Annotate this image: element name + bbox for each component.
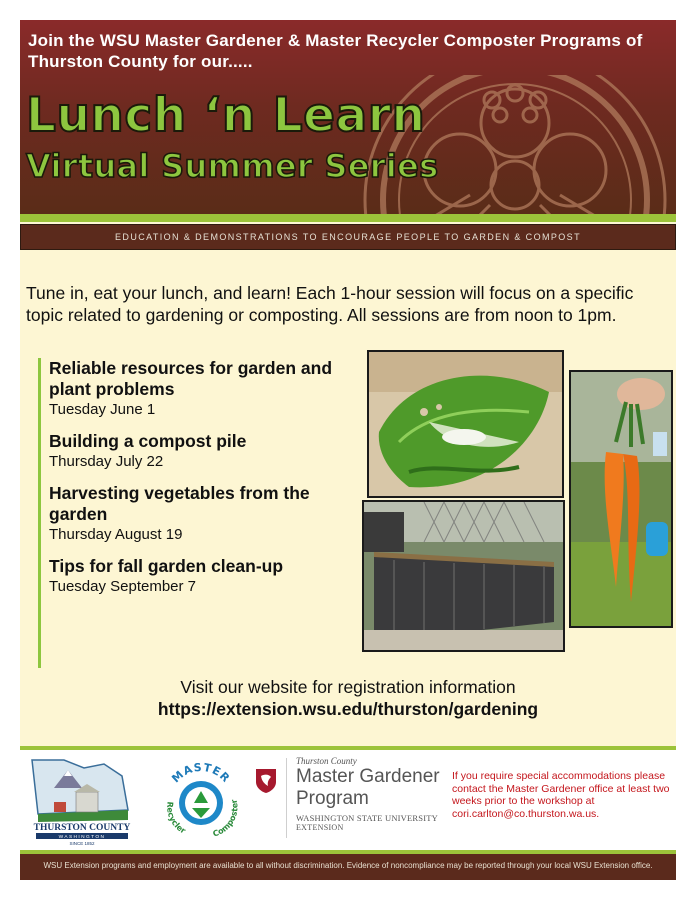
wsu-cougar-shield-icon — [255, 768, 277, 794]
header-intro-text: Join the WSU Master Gardener & Master Recycler Composter Programs of Thurston County for our..... — [28, 31, 643, 71]
website-section — [20, 676, 676, 720]
session-item — [49, 431, 358, 471]
event-title: Lunch ‘n Learn — [26, 88, 426, 143]
recycler-top-text: MASTER — [169, 760, 233, 786]
intro-paragraph: Tune in, eat your lunch, and learn! Each 1-hour session will focus on a specific topic related to gardening or composting. All sessions are from noon to 1pm. — [26, 283, 634, 325]
website-label: Visit our website for registration information — [180, 677, 516, 697]
session-title: Reliable resources for garden and plant problems — [49, 358, 333, 399]
thurston-name: THURSTON COUNTY — [33, 823, 131, 833]
accommodations-notice: If you require special accommodations please contact the Master Gardener office at least two weeks prior to the workshop at cori.carlton@co.thurston.wa.us. — [452, 770, 670, 820]
website-url-link[interactable]: https://extension.wsu.edu/thurston/gardening — [157, 699, 539, 719]
session-list — [38, 358, 358, 668]
thurston-state: WASHINGTON — [58, 835, 106, 840]
footer-logos — [20, 750, 676, 850]
thurston-since: SINCE 1852 — [69, 841, 95, 846]
logo-divider — [286, 758, 287, 838]
session-item — [49, 556, 358, 596]
recycler-right-text: Composter — [211, 798, 240, 839]
disclaimer-bar: WSU Extension programs and employment are available to all without discrimination. Evidence of noncompliance may be reported through your local WSU Extension office. — [20, 850, 676, 880]
event-subtitle: Virtual Summer Series — [26, 147, 439, 185]
session-title: Harvesting vegetables from the garden — [49, 483, 310, 524]
mg-extension: EXTENSION — [296, 823, 344, 832]
mg-title-line1: Master Gardener — [296, 766, 440, 787]
session-date: Tuesday June 1 — [49, 401, 156, 418]
carrot-harvest-photo — [569, 370, 673, 628]
leaf-damage-photo — [367, 350, 564, 498]
recycler-left-text: Recycler — [165, 801, 188, 836]
mg-title-line2: Program — [296, 788, 369, 809]
mg-university: WASHINGTON STATE UNIVERSITY — [296, 813, 438, 823]
session-item — [49, 483, 358, 544]
tagline-bar: EDUCATION & DEMONSTRATIONS TO ENCOURAGE PEOPLE TO GARDEN & COMPOST — [20, 224, 676, 250]
session-item — [49, 358, 358, 419]
session-title: Tips for fall garden clean-up — [49, 556, 284, 576]
master-recycler-composter-logo — [158, 758, 244, 844]
flyer-page — [20, 20, 676, 880]
header-banner — [20, 20, 676, 214]
session-date: Thursday August 19 — [49, 526, 183, 543]
thurston-county-logo — [24, 754, 140, 846]
master-gardener-logo — [296, 756, 466, 832]
session-date: Thursday July 22 — [49, 453, 164, 470]
compost-bin-photo — [362, 500, 565, 652]
header-divider — [20, 214, 676, 222]
session-date: Tuesday September 7 — [49, 578, 197, 595]
session-title: Building a compost pile — [49, 431, 247, 451]
mg-county: Thurston County — [296, 756, 357, 766]
